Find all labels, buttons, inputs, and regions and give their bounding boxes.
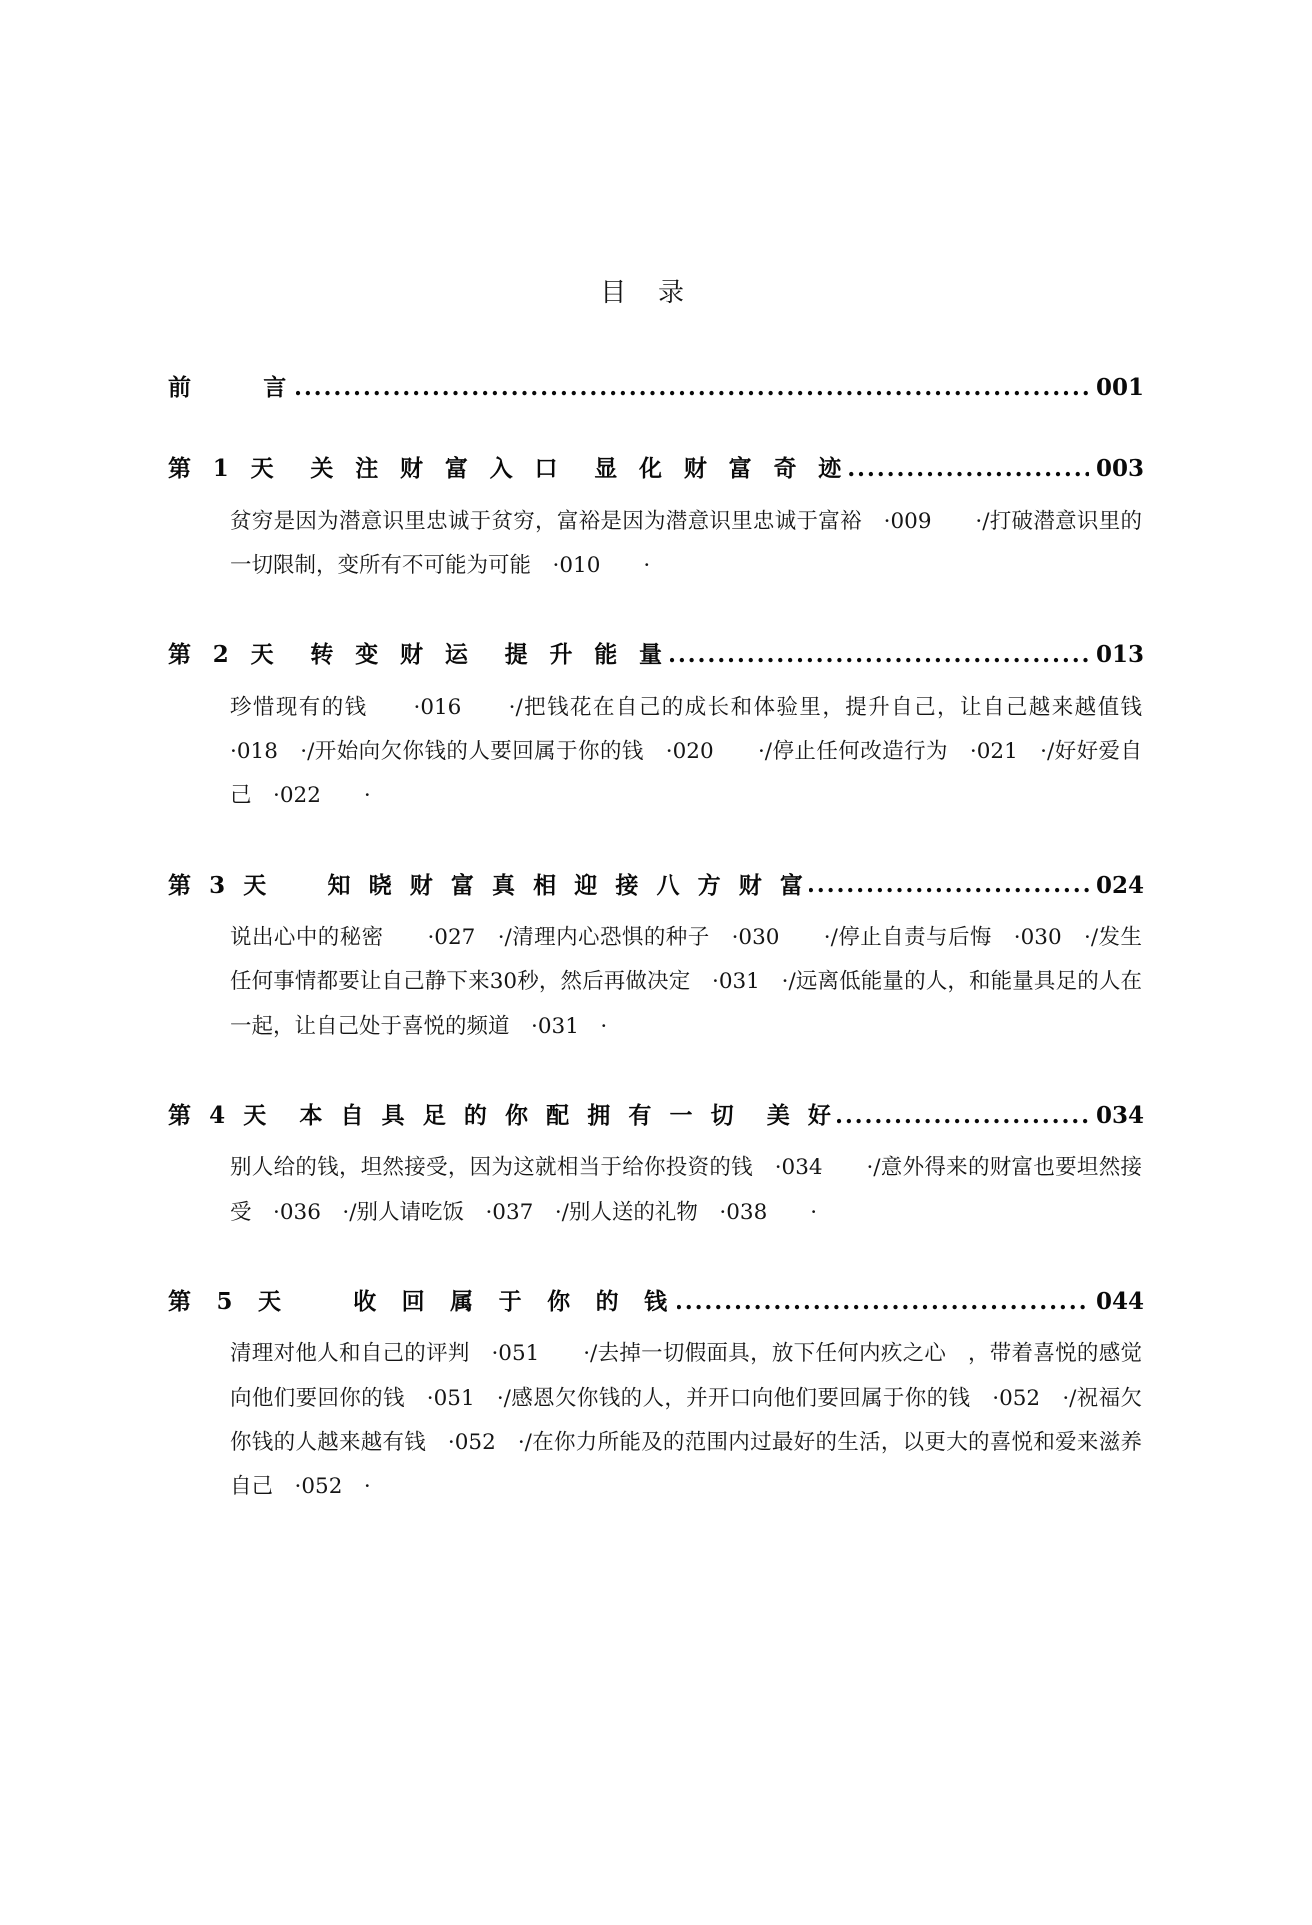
- dot-leader: [809, 877, 1089, 900]
- dot-leader: [837, 1107, 1089, 1130]
- toc-entry-title: 第 2 天 转 变 财 运 提 升 能 量: [168, 641, 669, 669]
- dot-leader: [677, 1293, 1089, 1316]
- toc-entry-page-number: 044: [1095, 1288, 1144, 1315]
- toc-entry-line: [168, 1287, 1144, 1316]
- page-title: [168, 272, 1144, 309]
- toc-subentry-text: 别人给的钱，坦然接受，因为这就相当于给你投资的钱 ·034 ·/意外得来的财富也要坦然接受 ·036 ·/别人请吃饭 ·037 ·/别人送的礼物 ·038 ·: [230, 1155, 1142, 1225]
- dot-leader: [670, 647, 1089, 670]
- toc-entry-title: 前 言: [168, 374, 295, 401]
- toc-entry-page-number: 001: [1095, 374, 1144, 401]
- toc-entry-line: [168, 640, 1144, 669]
- toc-entry-day-5[interactable]: [168, 1287, 1144, 1510]
- toc-entry-title: 第 3 天 知 晓 财 富 真 相 迎 接 八 方 财 富: [168, 871, 808, 899]
- toc-entry-page-number: 024: [1095, 871, 1144, 899]
- toc-subentry-text: 贫穷是因为潜意识里忠诚于贫穷，富裕是因为潜意识里忠诚于富裕 ·009 ·/打破潜意识里的一切限制，变所有不可能为可能 ·010 ·: [230, 508, 1143, 579]
- toc-content: [168, 0, 1164, 1510]
- toc-entry-day-1[interactable]: [168, 454, 1144, 588]
- toc-subentries: [168, 1146, 1144, 1235]
- page-title-char-1: 目: [600, 278, 632, 308]
- toc-entry-title: 第 1 天 关 注 财 富 入 口 显 化 财 富 奇 迹: [168, 455, 849, 483]
- toc-subentry-text: 清理对他人和自己的评判 ·051 ·/去掉一切假面具，放下任何内疚之心 ，带着喜悦的感觉向他们要回你的钱 ·051 ·/感恩欠你钱的人，并开口向他们要回属于你的钱 ·052 ·/祝福欠你钱的人越来越有钱 ·052 ·/在你力所能及的范围内过最好的生活，以更大的喜悦和爱来滋养自己 ·052 ·: [230, 1341, 1142, 1500]
- toc-entry-day-3[interactable]: [168, 871, 1144, 1049]
- toc-entry-page-number: 003: [1095, 455, 1144, 483]
- toc-entry-line: [168, 871, 1144, 900]
- dot-leader: [296, 379, 1089, 402]
- toc-subentries: [168, 500, 1144, 589]
- toc-subentries: [168, 1332, 1144, 1509]
- page-title-char-2: 录: [658, 278, 690, 308]
- toc-entry-line: [168, 454, 1144, 483]
- toc-entry-page-number: 034: [1095, 1102, 1144, 1129]
- toc-entry-title: 第 4 天 本 自 具 足 的 你 配 拥 有 一 切 美 好: [168, 1102, 836, 1129]
- toc-entry-day-2[interactable]: [168, 640, 1164, 818]
- toc-entry-day-4[interactable]: [168, 1101, 1144, 1235]
- toc-subentry-text: 珍惜现有的钱 ·016 ·/把钱花在自己的成长和体验里，提升自己，让自己越来越值钱 ·018 ·/开始向欠你钱的人要回属于你的钱 ·020 ·/停止任何改造行为 ·021 ·/好好爱自己 ·022 ·: [230, 694, 1164, 809]
- toc-subentry-text: 说出心中的秘密 ·027 ·/清理内心恐惧的种子 ·030 ·/停止自责与后悔 ·030 ·/发生任何事情都要让自己静下来30秒，然后再做决定 ·031 ·/远离低能量的人，和能量具足的人在一起，让自己处于喜悦的频道 ·031 ·: [230, 925, 1142, 1039]
- toc-subentries: [168, 916, 1144, 1049]
- toc-entry-line: [168, 1101, 1144, 1130]
- toc-subentries: [168, 686, 1164, 819]
- toc-entry-title: 第 5 天 收 回 属 于 你 的 钱: [168, 1288, 676, 1315]
- toc-entry-line: [168, 373, 1144, 402]
- toc-entry-page-number: 013: [1095, 641, 1144, 669]
- toc-entry-preface[interactable]: [168, 373, 1144, 402]
- dot-leader: [849, 461, 1089, 484]
